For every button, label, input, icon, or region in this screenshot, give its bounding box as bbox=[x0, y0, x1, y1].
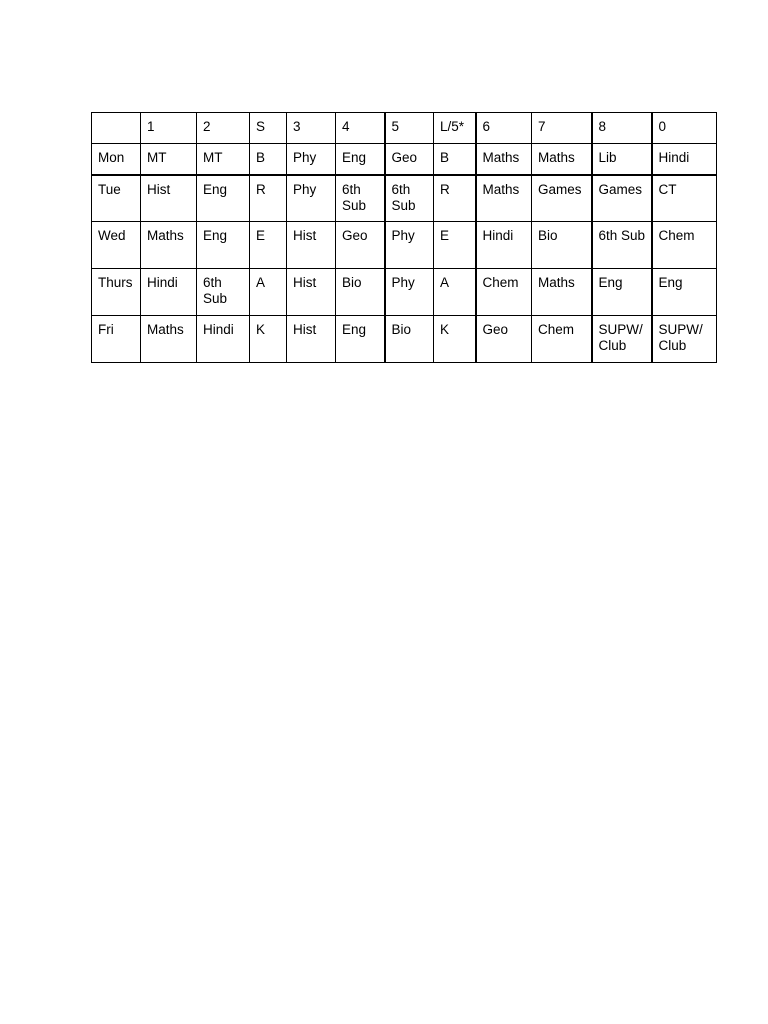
table-cell: Maths bbox=[532, 144, 592, 175]
table-cell: Maths bbox=[141, 222, 197, 269]
table-row-tue bbox=[92, 175, 717, 222]
table-cell: Maths bbox=[141, 316, 197, 363]
table-cell: A bbox=[434, 269, 476, 316]
table-cell: E bbox=[434, 222, 476, 269]
day-cell: Fri bbox=[92, 316, 141, 363]
timetable bbox=[91, 112, 717, 363]
table-cell: Hindi bbox=[652, 144, 717, 175]
table-cell: SUPW/ Club bbox=[592, 316, 652, 363]
day-cell: Mon bbox=[92, 144, 141, 175]
table-cell: Geo bbox=[476, 316, 532, 363]
table-cell: Maths bbox=[476, 175, 532, 222]
table-cell: Chem bbox=[652, 222, 717, 269]
table-cell: Maths bbox=[476, 144, 532, 175]
table-cell: Games bbox=[532, 175, 592, 222]
header-cell-period-4: 4 bbox=[336, 113, 385, 144]
header-cell-period-6: 6 bbox=[476, 113, 532, 144]
table-cell: Lib bbox=[592, 144, 652, 175]
table-cell: B bbox=[434, 144, 476, 175]
table-cell: A bbox=[250, 269, 287, 316]
table-cell: Geo bbox=[385, 144, 434, 175]
table-cell: Phy bbox=[385, 222, 434, 269]
table-cell: Eng bbox=[336, 316, 385, 363]
header-cell-blank bbox=[92, 113, 141, 144]
table-cell: Hindi bbox=[141, 269, 197, 316]
table-cell: E bbox=[250, 222, 287, 269]
header-cell-period-8: 8 bbox=[592, 113, 652, 144]
day-cell: Tue bbox=[92, 175, 141, 222]
table-cell: K bbox=[250, 316, 287, 363]
header-cell-period-5: 5 bbox=[385, 113, 434, 144]
table-cell: Bio bbox=[385, 316, 434, 363]
table-cell: R bbox=[250, 175, 287, 222]
table-cell: Hist bbox=[287, 269, 336, 316]
table-cell: CT bbox=[652, 175, 717, 222]
table-cell: 6th Sub bbox=[336, 175, 385, 222]
table-row-fri bbox=[92, 316, 717, 363]
header-cell-period-2: 2 bbox=[197, 113, 250, 144]
table-row-mon bbox=[92, 144, 717, 175]
day-cell: Thurs bbox=[92, 269, 141, 316]
table-cell: K bbox=[434, 316, 476, 363]
table-cell: Geo bbox=[336, 222, 385, 269]
table-cell: Eng bbox=[197, 222, 250, 269]
header-cell-lunch: L/5* bbox=[434, 113, 476, 144]
table-cell: Hist bbox=[287, 222, 336, 269]
table-cell: Eng bbox=[336, 144, 385, 175]
table-cell: R bbox=[434, 175, 476, 222]
table-cell: Eng bbox=[197, 175, 250, 222]
table-cell: Phy bbox=[385, 269, 434, 316]
table-cell: Hist bbox=[141, 175, 197, 222]
table-cell: Eng bbox=[652, 269, 717, 316]
table-cell: Phy bbox=[287, 144, 336, 175]
header-cell-period-1: 1 bbox=[141, 113, 197, 144]
table-cell: 6th Sub bbox=[592, 222, 652, 269]
table-row-wed bbox=[92, 222, 717, 269]
header-cell-period-7: 7 bbox=[532, 113, 592, 144]
table-cell: Hist bbox=[287, 316, 336, 363]
header-cell-break: S bbox=[250, 113, 287, 144]
table-cell: Chem bbox=[532, 316, 592, 363]
header-cell-period-0: 0 bbox=[652, 113, 717, 144]
table-cell: 6th Sub bbox=[197, 269, 250, 316]
table-cell: Bio bbox=[336, 269, 385, 316]
table-cell: 6th Sub bbox=[385, 175, 434, 222]
table-cell: Hindi bbox=[476, 222, 532, 269]
header-row bbox=[92, 113, 717, 144]
table-cell: Bio bbox=[532, 222, 592, 269]
table-cell: Games bbox=[592, 175, 652, 222]
table-cell: MT bbox=[141, 144, 197, 175]
table-cell: Eng bbox=[592, 269, 652, 316]
table-cell: Maths bbox=[532, 269, 592, 316]
day-cell: Wed bbox=[92, 222, 141, 269]
table-cell: MT bbox=[197, 144, 250, 175]
table-cell: Phy bbox=[287, 175, 336, 222]
table-cell: B bbox=[250, 144, 287, 175]
table-cell: Hindi bbox=[197, 316, 250, 363]
header-cell-period-3: 3 bbox=[287, 113, 336, 144]
table-row-thurs bbox=[92, 269, 717, 316]
table-cell: SUPW/ Club bbox=[652, 316, 717, 363]
table-cell: Chem bbox=[476, 269, 532, 316]
